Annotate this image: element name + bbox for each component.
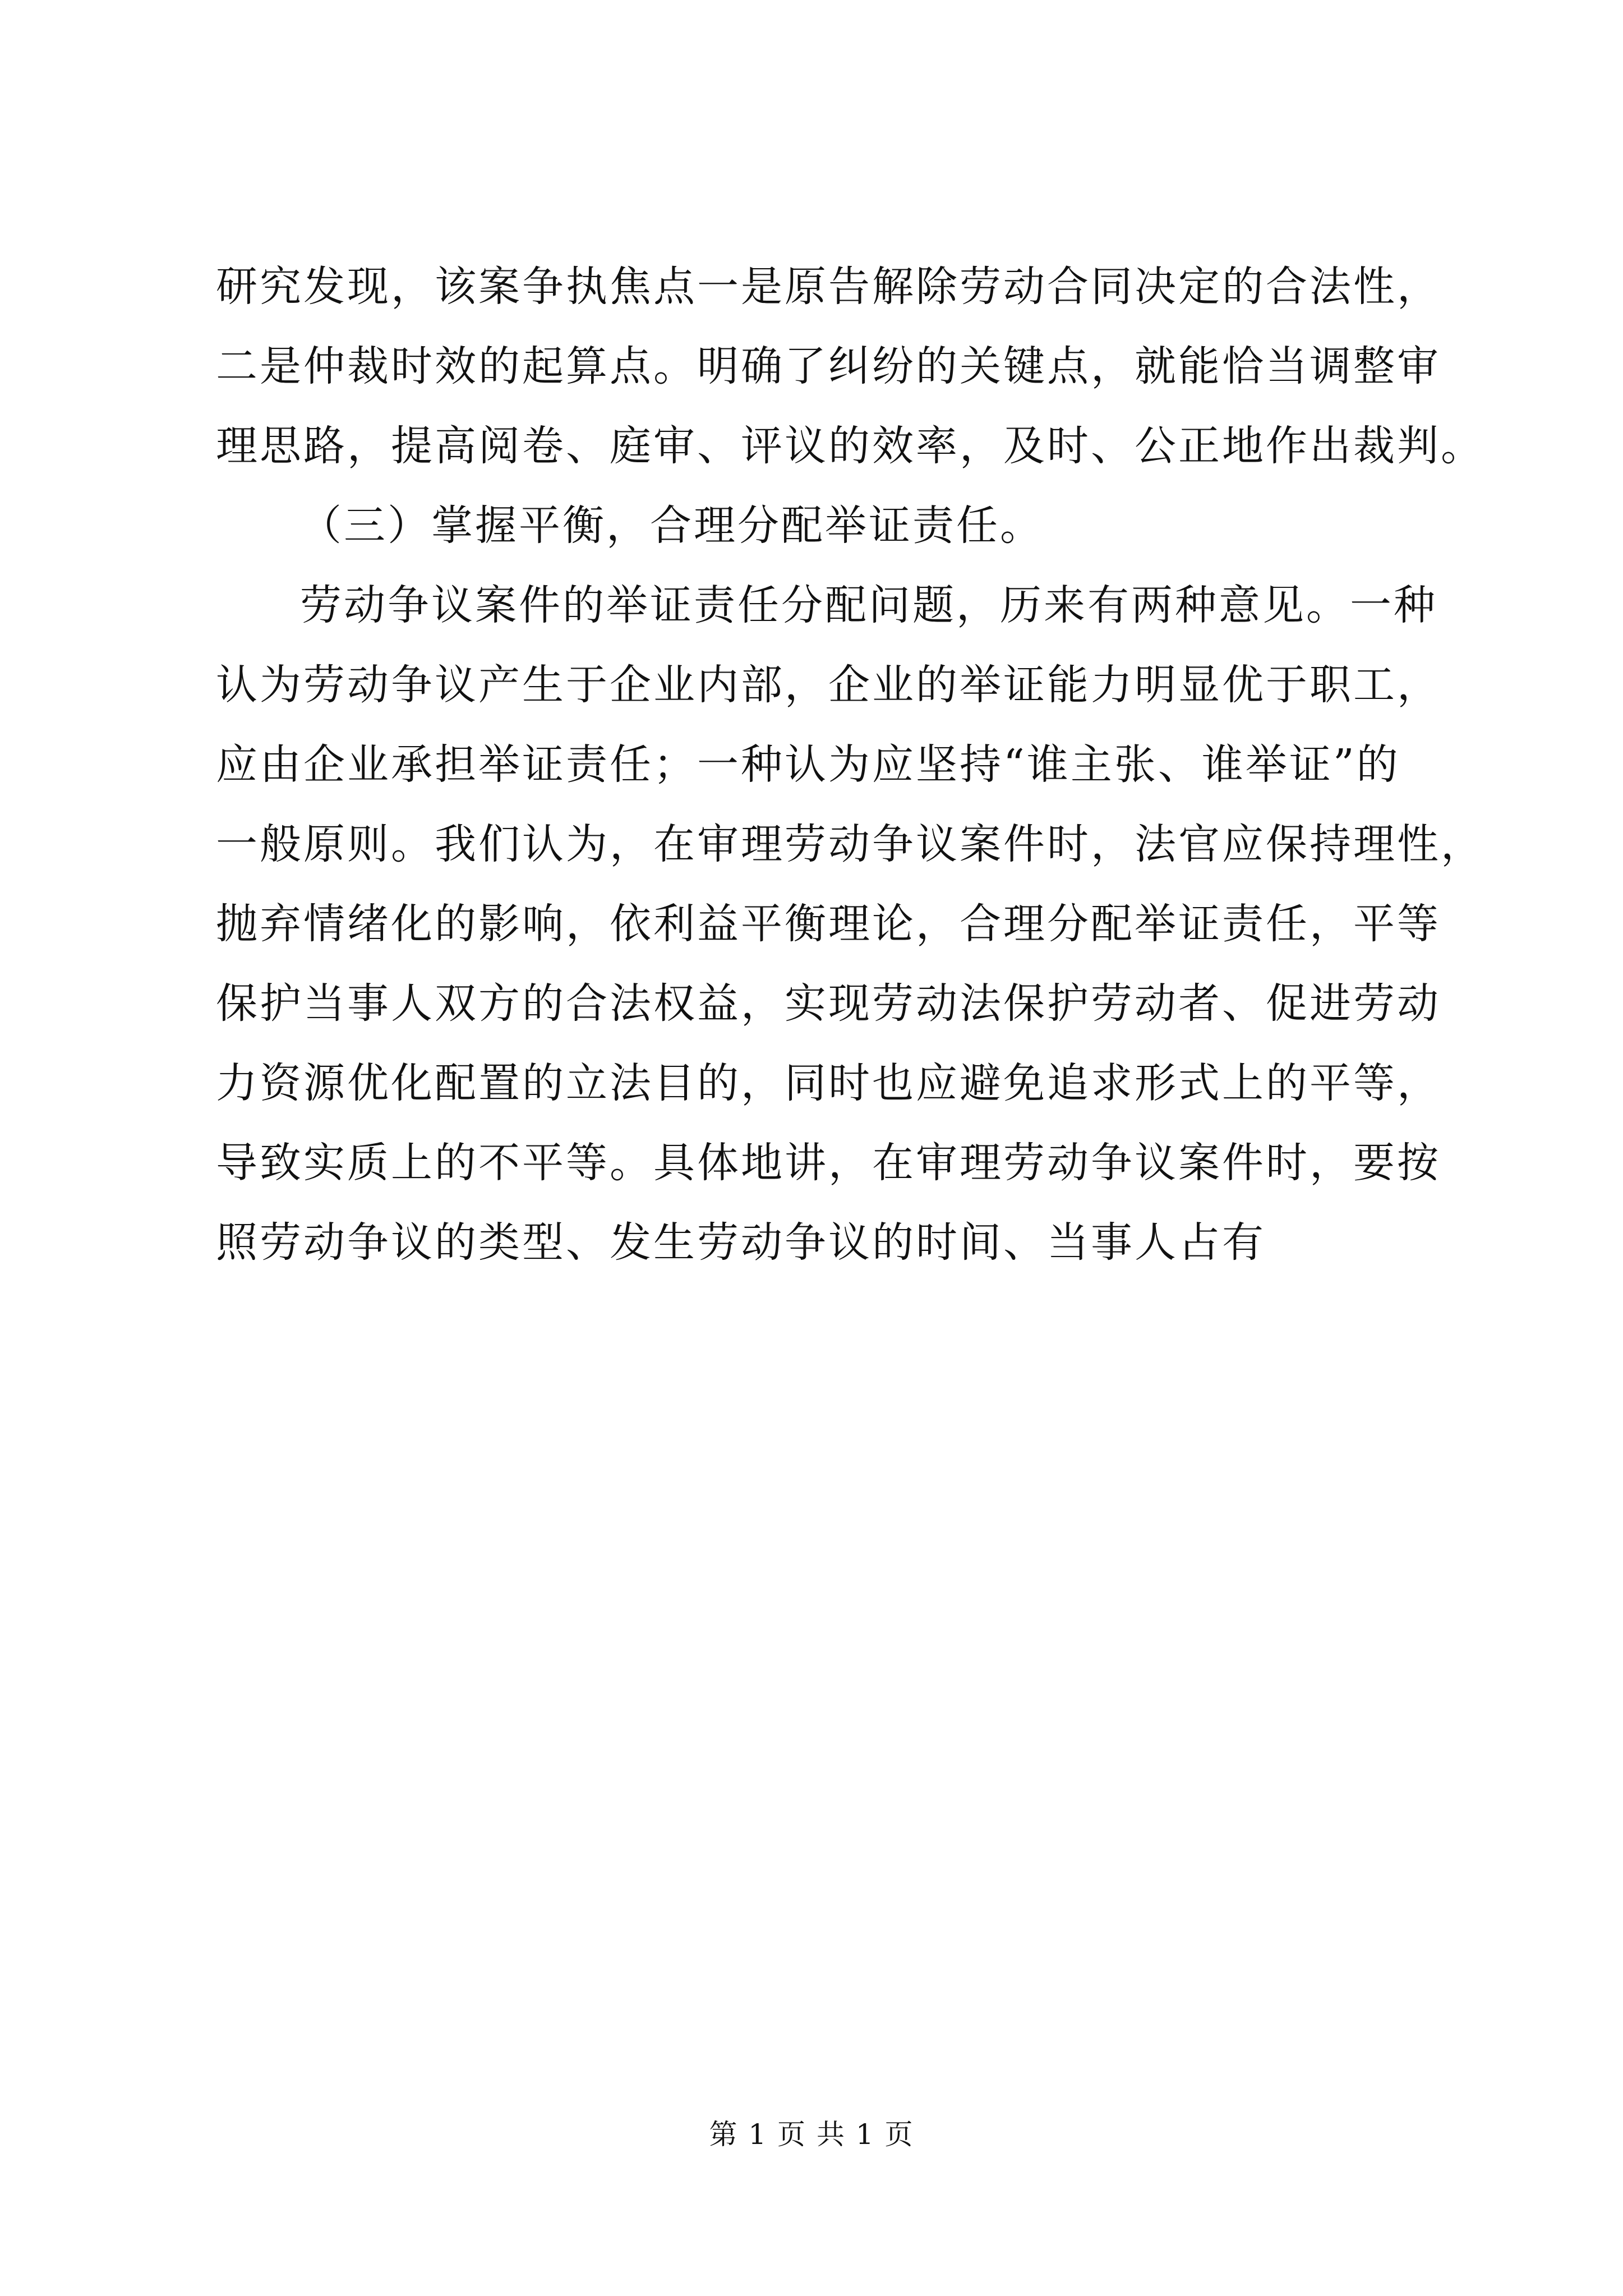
section-heading: （三）掌握平衡，合理分配举证责任。 — [300, 501, 1044, 550]
text-line: 一般原则。我们认为，在审理劳动争议案件时，法官应保持理性， — [216, 820, 1484, 868]
text-line: 力资源优化配置的立法目的，同时也应避免追求形式上的平等， — [216, 1059, 1441, 1107]
body-text — [216, 247, 1484, 1282]
paragraph-first-line: 劳动争议案件的举证责任分配问题，历来有两种意见。一种 — [300, 581, 1437, 629]
text-line: 二是仲裁时效的起算点。明确了纠纷的关键点，就能恰当调整审 — [216, 342, 1441, 390]
text-line: 研究发现，该案争执焦点一是原告解除劳动合同决定的合法性， — [216, 263, 1441, 311]
page-footer: 第 1 页 共 1 页 — [709, 2118, 914, 2151]
text-line: 保护当事人双方的合法权益，实现劳动法保护劳动者、促进劳动 — [216, 979, 1441, 1028]
text-line: 抛弃情绪化的影响，依利益平衡理论，合理分配举证责任，平等 — [216, 900, 1441, 948]
text-line: 照劳动争议的类型、发生劳动争议的时间、当事人占有 — [216, 1218, 1266, 1267]
text-line: 认为劳动争议产生于企业内部，企业的举证能力明显优于职工， — [216, 661, 1441, 709]
text-line: 理思路，提高阅卷、庭审、评议的效率，及时、公正地作出裁判。 — [216, 422, 1484, 470]
text-line: 应由企业承担举证责任；一种认为应坚持“谁主张、谁举证”的 — [216, 740, 1400, 789]
text-line: 导致实质上的不平等。具体地讲，在审理劳动争议案件时，要按 — [216, 1139, 1441, 1187]
